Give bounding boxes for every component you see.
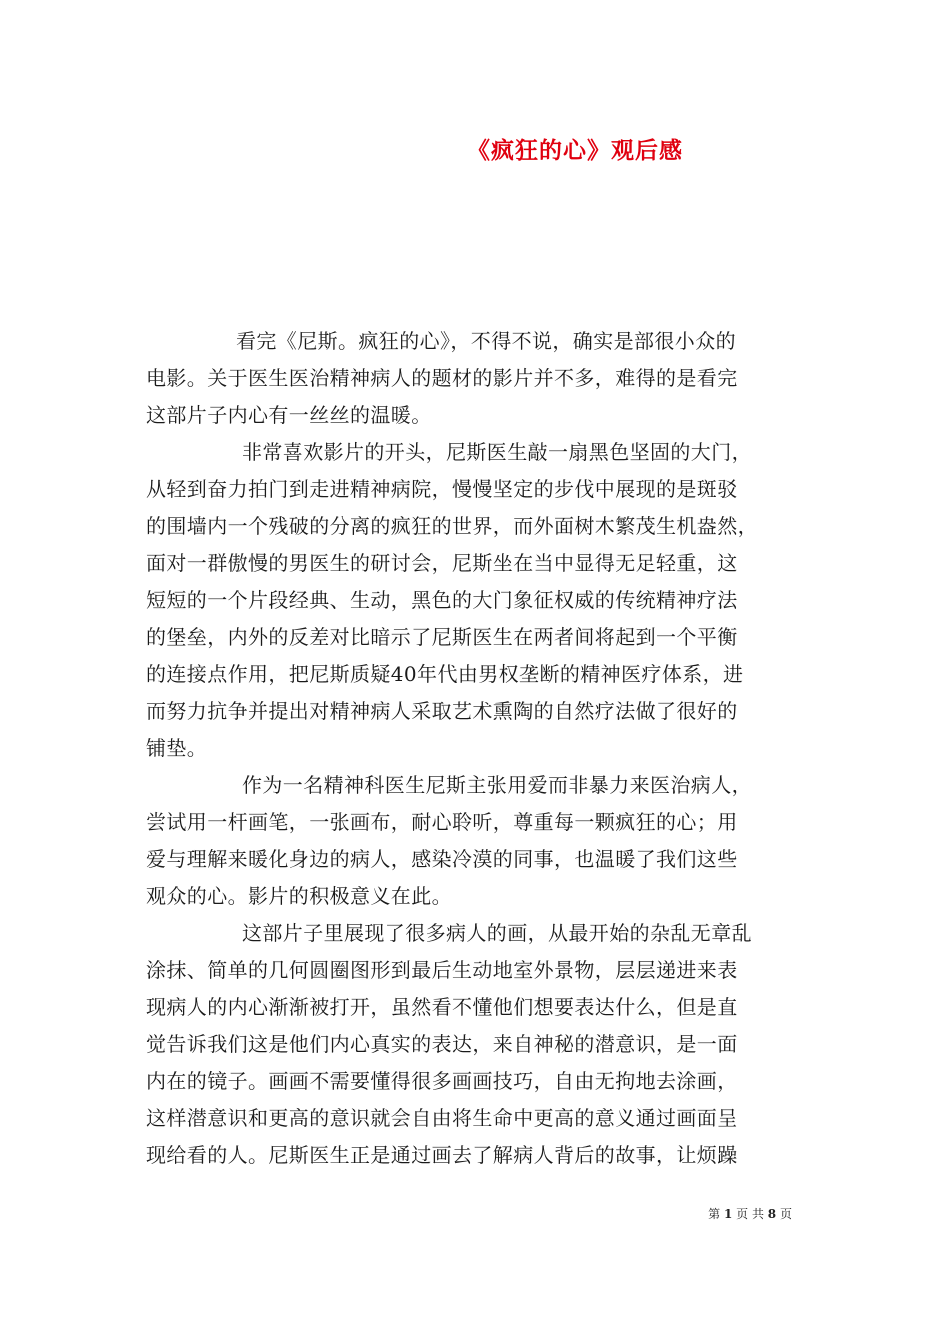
current-page-number: 1 xyxy=(723,1207,733,1221)
footer-prefix: 第 xyxy=(708,1207,721,1221)
paragraph-line: 短短的一个片段经典、生动，黑色的大门象征权威的传统精神疗法 xyxy=(146,588,738,612)
paragraph-line: 觉告诉我们这是他们内心真实的表达，来自神秘的潜意识，是一面 xyxy=(146,1032,738,1056)
paragraph-line: 作为一名精神科医生尼斯主张用爱而非暴力来医治病人， xyxy=(242,773,752,797)
paragraph-line: 而努力抗争并提出对精神病人采取艺术熏陶的自然疗法做了很好的 xyxy=(146,699,738,723)
paragraph-line: 这样潜意识和更高的意识就会自由将生命中更高的意义通过画面呈 xyxy=(146,1106,738,1130)
paragraph-line: 这部片子内心有一丝丝的温暖。 xyxy=(146,403,432,427)
paragraph-line: 爱与理解来暖化身边的病人，感染冷漠的同事，也温暖了我们这些 xyxy=(146,847,738,871)
document-body xyxy=(146,323,822,1174)
paragraph-line: 面对一群傲慢的男医生的研讨会，尼斯坐在当中显得无足轻重，这 xyxy=(146,551,738,575)
paragraph-line: 现病人的内心渐渐被打开，虽然看不懂他们想要表达什么，但是直 xyxy=(146,995,738,1019)
paragraph-line: 看完《尼斯。疯狂的心》，不得不说，确实是部很小众的 xyxy=(236,329,736,353)
paragraph-line: 铺垫。 xyxy=(146,736,208,760)
paragraph-line: 这部片子里展现了很多病人的画，从最开始的杂乱无章乱 xyxy=(242,921,752,945)
footer-middle: 页 共 xyxy=(736,1207,764,1221)
paragraph-line: 的连接点作用，把尼斯质疑40年代由男权垄断的精神医疗体系，进 xyxy=(146,662,744,686)
paragraph-line: 内在的镜子。画画不需要懂得很多画画技巧，自由无拘地去涂画， xyxy=(146,1069,738,1093)
paragraph-line: 的围墙内一个残破的分离的疯狂的世界，而外面树木繁茂生机盎然， xyxy=(146,514,758,538)
paragraph-line: 观众的心。影片的积极意义在此。 xyxy=(146,884,452,908)
paragraph-line: 现给看的人。尼斯医生正是通过画去了解病人背后的故事，让烦躁 xyxy=(146,1143,738,1167)
total-pages-number: 8 xyxy=(767,1207,777,1221)
document-title: 《疯狂的心》观后感 xyxy=(467,137,683,164)
paragraph-line: 电影。关于医生医治精神病人的题材的影片并不多，难得的是看完 xyxy=(146,366,738,390)
paragraph-line: 非常喜欢影片的开头，尼斯医生敲一扇黑色坚固的大门， xyxy=(242,440,752,464)
paragraph-line: 从轻到奋力拍门到走进精神病院，慢慢坚定的步伐中展现的是斑驳 xyxy=(146,477,738,501)
paragraph-line: 的堡垒，内外的反差对比暗示了尼斯医生在两者间将起到一个平衡 xyxy=(146,625,738,649)
paragraph-line: 涂抹、简单的几何圆圈图形到最后生动地室外景物，层层递进来表 xyxy=(146,958,738,982)
paragraph-line: 尝试用一杆画笔，一张画布，耐心聆听，尊重每一颗疯狂的心；用 xyxy=(146,810,738,834)
footer-suffix: 页 xyxy=(779,1207,792,1221)
page-footer xyxy=(0,1205,950,1222)
